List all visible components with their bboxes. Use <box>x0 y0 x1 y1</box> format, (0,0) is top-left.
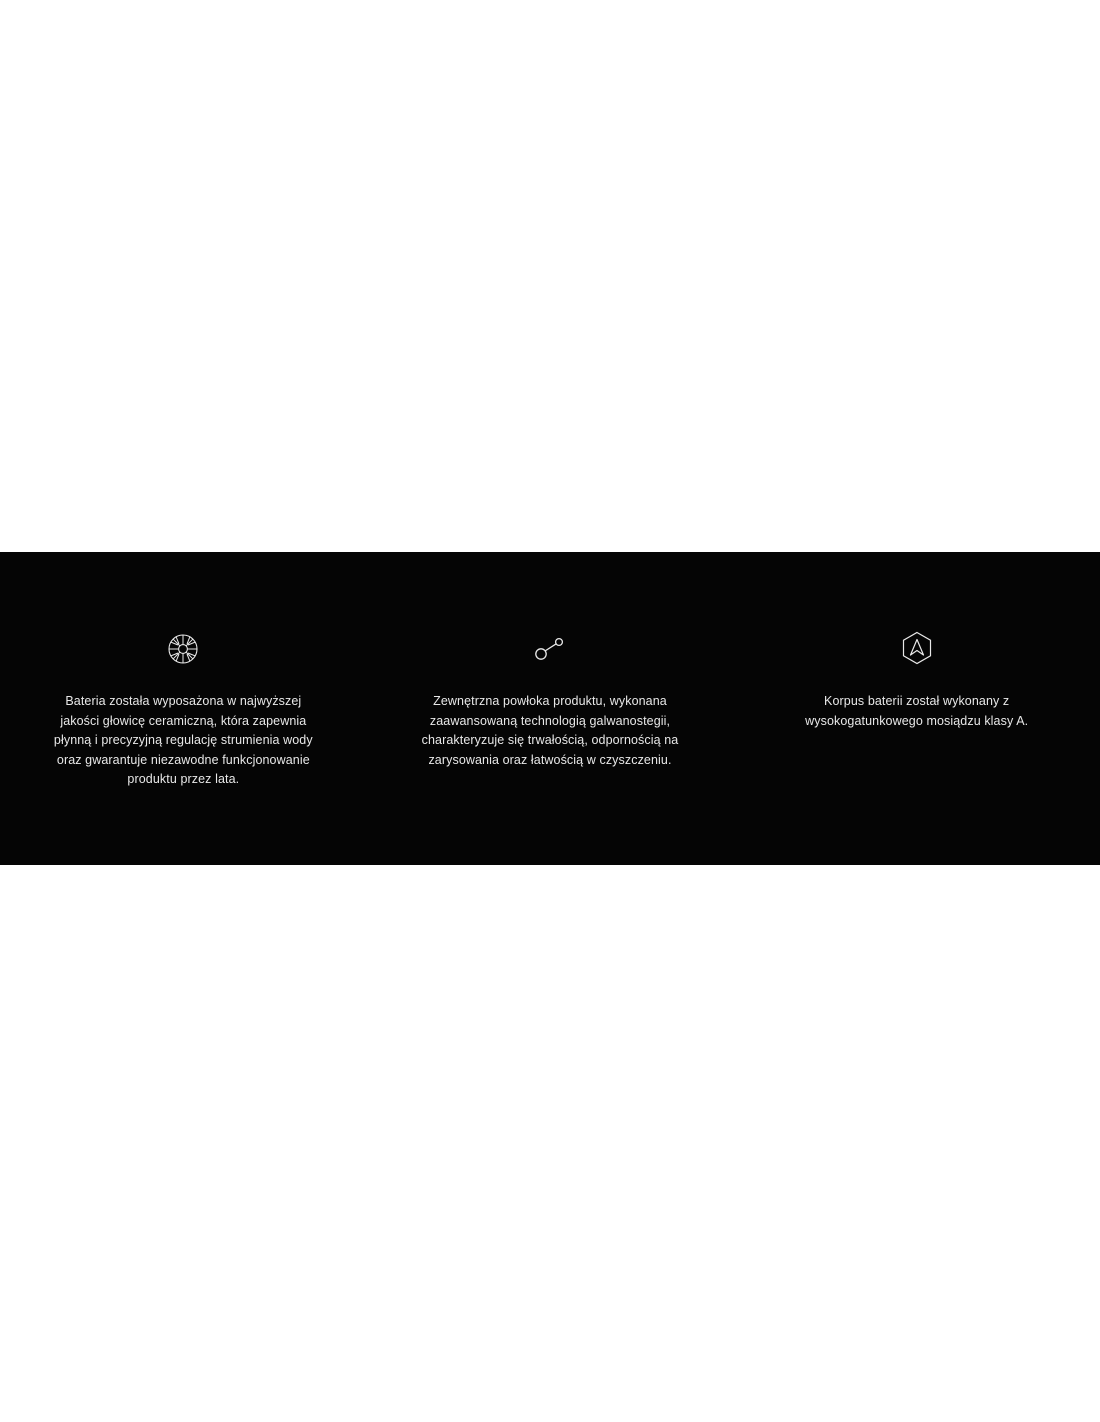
feature-item <box>367 552 734 770</box>
ceramic-cartridge-icon <box>163 629 203 669</box>
feature-item <box>0 552 367 790</box>
galvanic-coating-icon <box>530 629 570 669</box>
features-band <box>0 552 1100 865</box>
feature-text: Bateria została wyposażona w najwyższej jakości głowicę ceramiczną, która zapewnia płynną i precyzyjną regulację strumienia wody oraz gwarantuje niezawodne funkcjonowanie produktu przez lata. <box>53 694 313 786</box>
brass-body-icon <box>897 629 937 669</box>
feature-item <box>733 552 1100 731</box>
feature-text: Zewnętrzna powłoka produktu, wykonana zaawansowaną technologią galwanostegii, charakteryzuje się trwałością, odpornością na zarysowania oraz łatwością w czyszczeniu. <box>421 694 679 767</box>
feature-text: Korpus baterii został wykonany z wysokogatunkowego mosiądzu klasy A. <box>805 694 1029 728</box>
